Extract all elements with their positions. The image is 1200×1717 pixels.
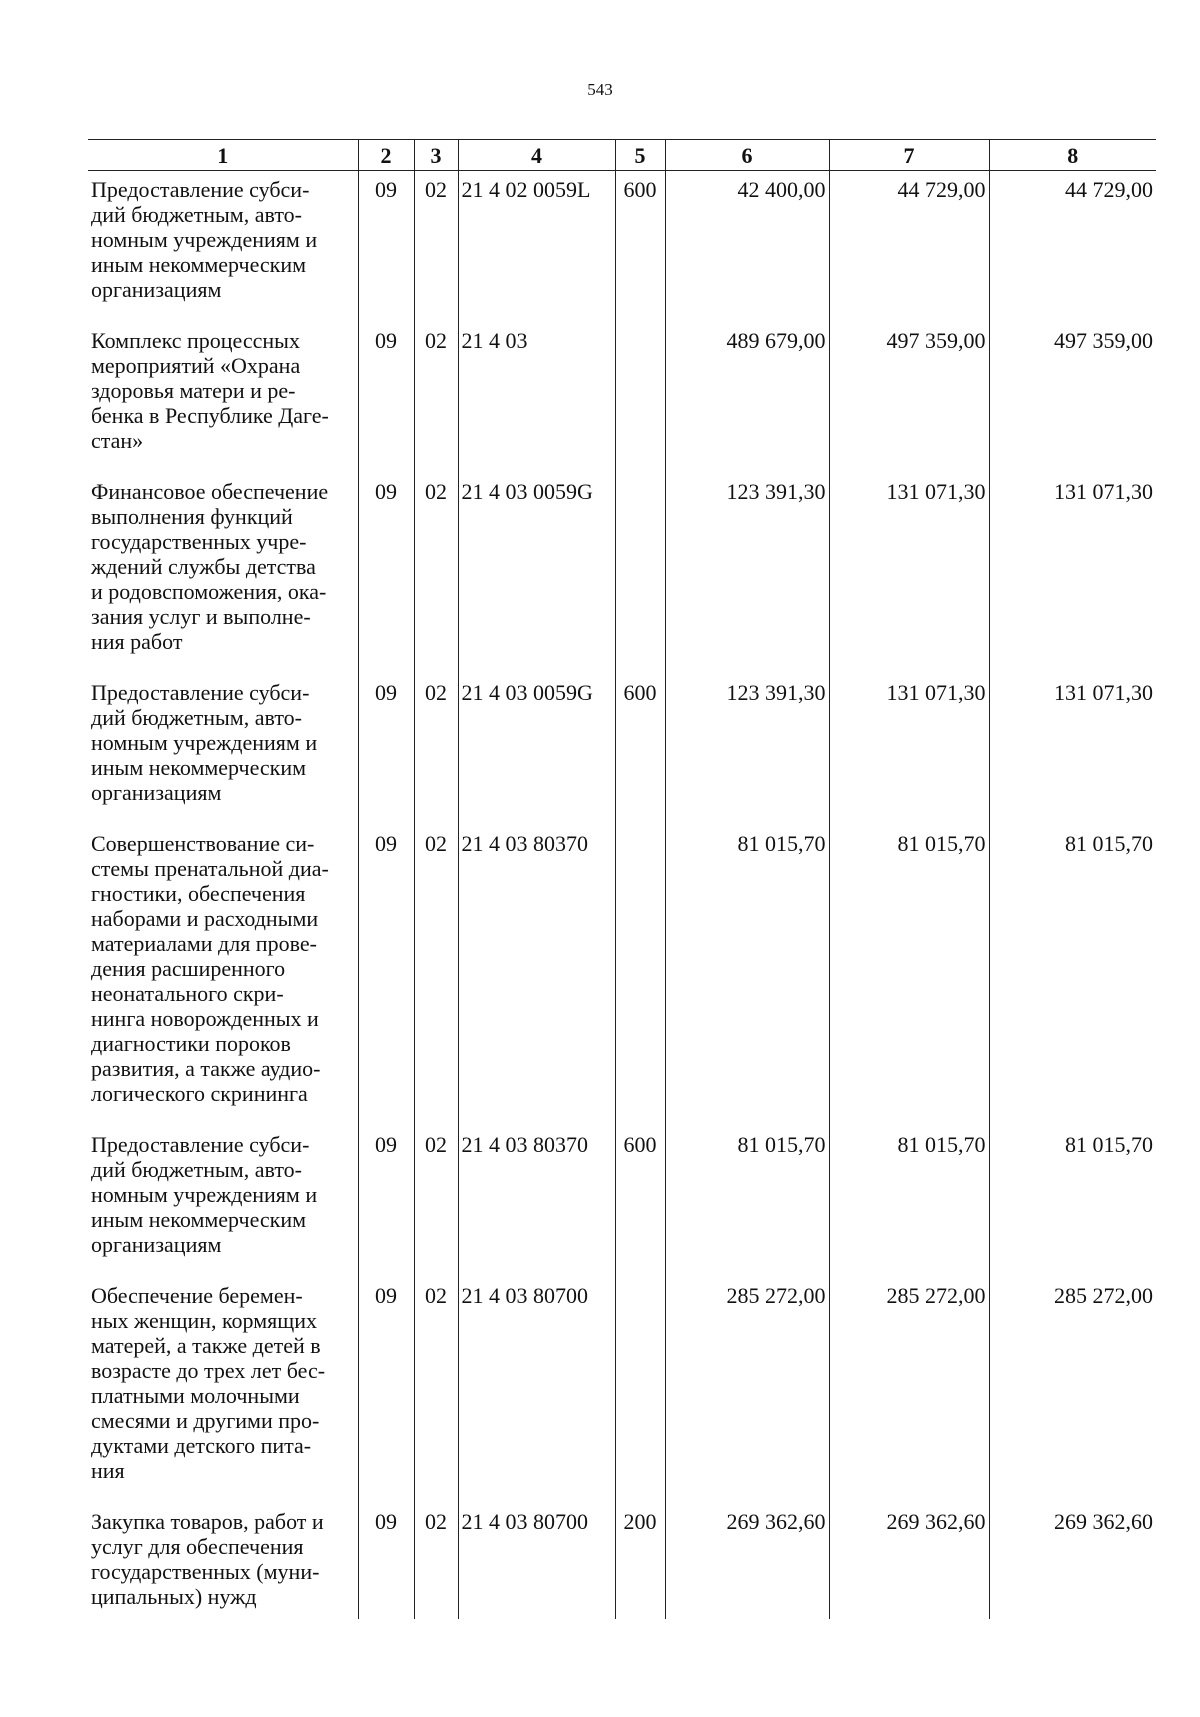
item-name: Предоставление субси- дий бюджетным, авто- номным учреждениям и иным некоммерческим организациям	[91, 177, 318, 302]
table-row	[88, 825, 1156, 1126]
section-code: 09	[358, 1126, 414, 1277]
amount-col-7: 285 272,00	[829, 1277, 989, 1503]
amount-col-8: 44 729,00	[989, 171, 1156, 323]
header-col-2: 2	[358, 140, 414, 171]
amount-col-7: 131 071,30	[829, 674, 989, 825]
amount-col-6: 81 015,70	[665, 825, 829, 1126]
amount-col-7: 44 729,00	[829, 171, 989, 323]
item-name: Предоставление субси- дий бюджетным, авто- номным учреждениям и иным некоммерческим организациям	[91, 1132, 318, 1257]
subsection-code: 02	[414, 322, 458, 473]
amount-col-6: 269 362,60	[665, 1503, 829, 1619]
header-col-1: 1	[88, 140, 358, 171]
header-col-4: 4	[458, 140, 615, 171]
section-code: 09	[358, 1503, 414, 1619]
amount-col-7: 497 359,00	[829, 322, 989, 473]
item-name: Комплекс процессных мероприятий «Охрана здоровья матери и ре- бенка в Республике Даге- стан»	[91, 328, 329, 453]
expense-type-code: 200	[615, 1503, 665, 1619]
expense-type-code: 600	[615, 171, 665, 323]
subsection-code: 02	[414, 1277, 458, 1503]
subsection-code: 02	[414, 473, 458, 674]
subsection-code: 02	[414, 674, 458, 825]
table-row	[88, 1277, 1156, 1503]
header-col-7: 7	[829, 140, 989, 171]
amount-col-8: 285 272,00	[989, 1277, 1156, 1503]
subsection-code: 02	[414, 1126, 458, 1277]
amount-col-8: 81 015,70	[989, 1126, 1156, 1277]
amount-col-6: 123 391,30	[665, 674, 829, 825]
item-name: Финансовое обеспечение выполнения функций государственных учре- ждений службы детства и родовспоможения, ока- зания услуг и выполне- ния работ	[91, 479, 329, 654]
header-col-8: 8	[989, 140, 1156, 171]
item-name: Обеспечение беремен- ных женщин, кормящих матерей, а также детей в возрасте до трех лет бес- платными молочными смесями и другими про- дуктами детского пита- ния	[91, 1283, 326, 1483]
amount-col-7: 81 015,70	[829, 825, 989, 1126]
target-item-code: 21 4 03 80370	[458, 825, 615, 1126]
section-code: 09	[358, 171, 414, 323]
item-name: Закупка товаров, работ и услуг для обеспечения государственных (муни- ципальных) нужд	[91, 1509, 324, 1609]
table-row	[88, 674, 1156, 825]
table-row	[88, 322, 1156, 473]
table-row	[88, 473, 1156, 674]
target-item-code: 21 4 03 0059G	[458, 473, 615, 674]
item-name: Предоставление субси- дий бюджетным, авто- номным учреждениям и иным некоммерческим организациям	[91, 680, 318, 805]
amount-col-6: 123 391,30	[665, 473, 829, 674]
page-number: 543	[587, 80, 613, 99]
header-col-5: 5	[615, 140, 665, 171]
header-col-6: 6	[665, 140, 829, 171]
amount-col-6: 42 400,00	[665, 171, 829, 323]
budget-table	[88, 139, 1156, 1619]
amount-col-6: 81 015,70	[665, 1126, 829, 1277]
target-item-code: 21 4 02 0059L	[458, 171, 615, 323]
amount-col-8: 131 071,30	[989, 674, 1156, 825]
section-code: 09	[358, 322, 414, 473]
target-item-code: 21 4 03	[458, 322, 615, 473]
subsection-code: 02	[414, 1503, 458, 1619]
subsection-code: 02	[414, 171, 458, 323]
table-body	[88, 171, 1156, 1620]
table-row	[88, 1126, 1156, 1277]
amount-col-6: 489 679,00	[665, 322, 829, 473]
target-item-code: 21 4 03 80700	[458, 1503, 615, 1619]
target-item-code: 21 4 03 80700	[458, 1277, 615, 1503]
amount-col-8: 131 071,30	[989, 473, 1156, 674]
table-row	[88, 171, 1156, 323]
amount-col-7: 269 362,60	[829, 1503, 989, 1619]
target-item-code: 21 4 03 0059G	[458, 674, 615, 825]
header-col-3: 3	[414, 140, 458, 171]
section-code: 09	[358, 674, 414, 825]
subsection-code: 02	[414, 825, 458, 1126]
amount-col-8: 81 015,70	[989, 825, 1156, 1126]
section-code: 09	[358, 825, 414, 1126]
expense-type-code	[615, 322, 665, 473]
expense-type-code: 600	[615, 1126, 665, 1277]
table-row	[88, 1503, 1156, 1619]
amount-col-7: 81 015,70	[829, 1126, 989, 1277]
section-code: 09	[358, 1277, 414, 1503]
amount-col-6: 285 272,00	[665, 1277, 829, 1503]
amount-col-8: 269 362,60	[989, 1503, 1156, 1619]
amount-col-7: 131 071,30	[829, 473, 989, 674]
amount-col-8: 497 359,00	[989, 322, 1156, 473]
expense-type-code	[615, 825, 665, 1126]
item-name: Совершенствование си- стемы пренатальной диа- гностики, обеспечения наборами и расходными материалами для прове- дения расширенного неонатального скри- нинга новорожденных и диагностики пороков развития, а также аудио- логического скрининга	[91, 831, 329, 1106]
section-code: 09	[358, 473, 414, 674]
expense-type-code: 600	[615, 674, 665, 825]
expense-type-code	[615, 473, 665, 674]
target-item-code: 21 4 03 80370	[458, 1126, 615, 1277]
header-row	[88, 140, 1156, 171]
expense-type-code	[615, 1277, 665, 1503]
